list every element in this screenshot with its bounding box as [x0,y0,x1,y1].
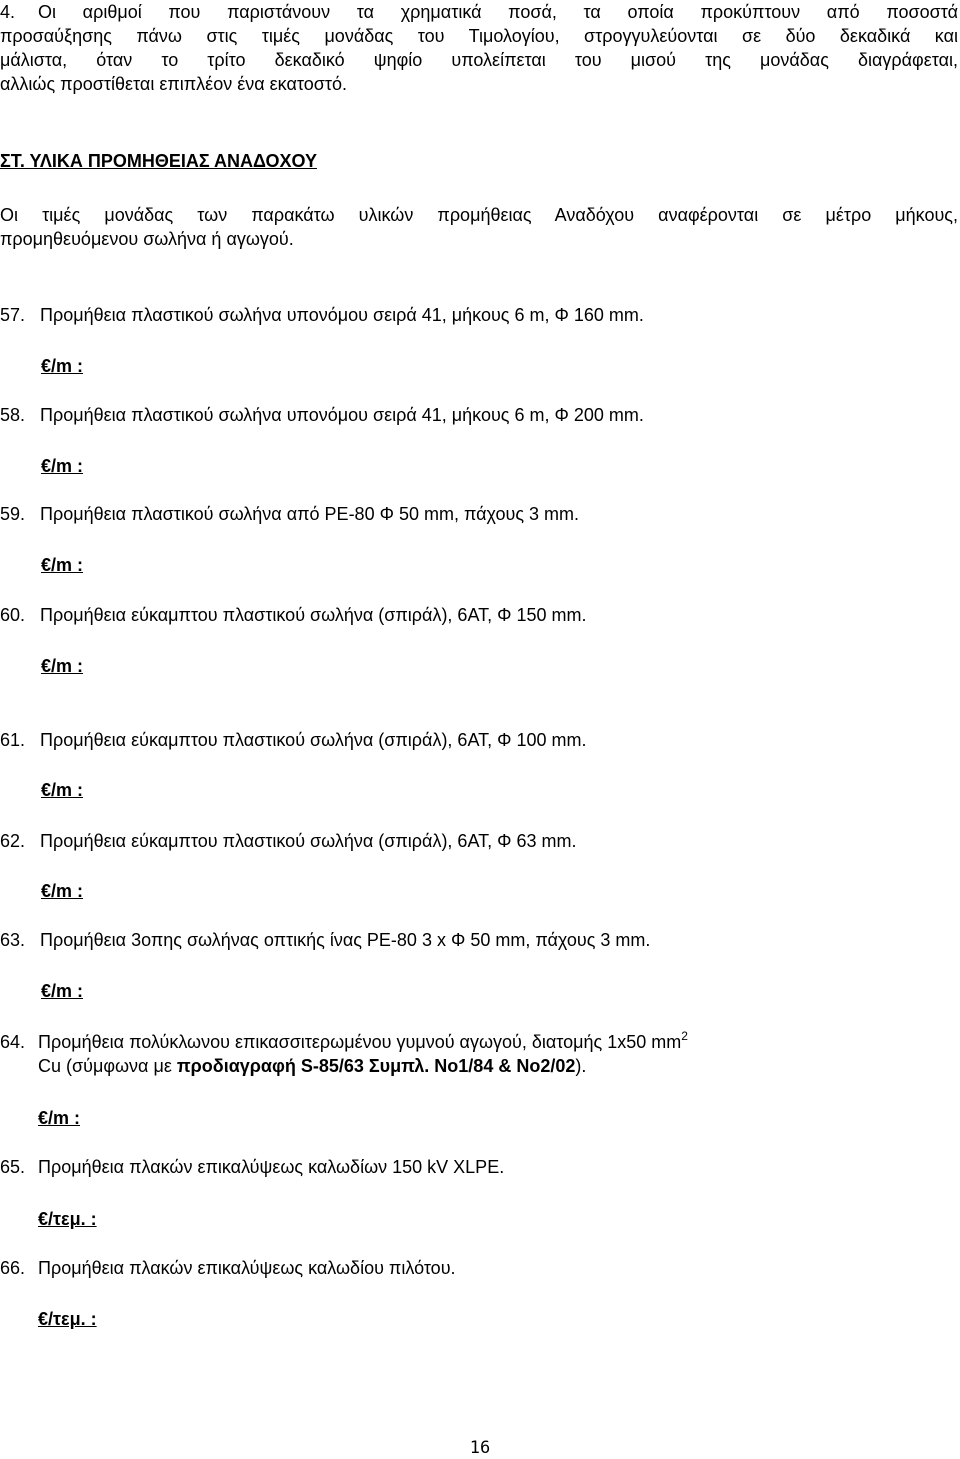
list-item [0,1256,456,1280]
list-item [0,502,579,526]
list-item [0,728,587,752]
item-text-post: ). [575,1056,587,1076]
list-item [0,1155,504,1179]
item-text: Προμήθεια πλακών επικαλύψεως καλωδίων 150 kV XLPE. [38,1157,505,1177]
item-unit: €/m : [41,456,84,476]
item-text: Προμήθεια πολύκλωνου επικασσιτερωμένου γυμνού αγωγού, διατομής 1x50 mm [38,1032,682,1052]
intro-number: 4. [0,2,16,22]
item-number: 57. [0,305,26,325]
intro-line-3: μάλιστα, όταν το τρίτο δεκαδικό ψηφίο υπολείπεται του μισού της μονάδας διαγράφεται, [0,50,958,70]
intro-line-4: αλλιώς προστίθεται επιπλέον ένα εκατοστό. [0,74,347,94]
item-text-pre: Cu (σύμφωνα με [38,1056,177,1076]
list-item [0,603,587,627]
item-text: Προμήθεια πλαστικού σωλήνα από PE-80 Φ 50 mm, πάχους 3 mm. [40,504,580,524]
item-unit: €/m : [41,656,84,676]
item-unit: €/m : [38,1108,81,1128]
item-number: 65. [0,1157,26,1177]
item-number: 59. [0,504,26,524]
item-unit: €/m : [41,555,84,575]
item-text: Προμήθεια εύκαμπτου πλαστικού σωλήνα (σπιράλ), 6AT, Φ 100 mm. [40,730,587,750]
section-description-1: Οι τιμές μονάδας των παρακάτω υλικών προμήθειας Αναδόχου αναφέρονται σε μέτρο μήκους, [0,205,958,225]
list-item [0,829,577,853]
item-unit: €/m : [41,780,84,800]
item-text: Προμήθεια εύκαμπτου πλαστικού σωλήνα (σπιράλ), 6AT, Φ 63 mm. [40,831,577,851]
section-heading: ΣΤ. ΥΛΙΚΑ ΠΡΟΜΗΘΕΙΑΣ ΑΝΑΔΟΧΟΥ [0,151,317,171]
superscript: 2 [681,1029,688,1043]
list-item [0,1030,688,1054]
item-number: 60. [0,605,26,625]
item-number: 66. [0,1258,26,1278]
item-text: Προμήθεια πλαστικού σωλήνα υπονόμου σειρά 41, μήκους 6 m, Φ 160 mm. [40,305,644,325]
list-item [0,403,644,427]
intro-text-1: Οι αριθμοί που παριστάνουν τα χρηματικά ποσά, τα οποία προκύπτουν από ποσοστά [38,2,958,22]
item-number: 64. [0,1032,26,1052]
list-item [0,303,644,327]
item-text: Προμήθεια πλακών επικαλύψεως καλωδίου πιλότου. [38,1258,456,1278]
item-unit: €/m : [41,356,84,376]
item-number: 62. [0,831,26,851]
intro-line-2: προσαύξησης πάνω στις τιμές μονάδας του Τιμολογίου, στρογγυλεύονται σε δύο δεκαδικά και [0,26,958,46]
item-unit: €/τεμ. : [38,1209,97,1229]
item-number: 58. [0,405,26,425]
item-number: 63. [0,930,26,950]
spec-reference: προδιαγραφή S-85/63 Συμπλ. Νο1/84 & Νο2/02 [176,1056,576,1076]
intro-line-1 [0,0,958,24]
item-unit: €/m : [41,881,84,901]
item-text: Προμήθεια εύκαμπτου πλαστικού σωλήνα (σπιράλ), 6AT, Φ 150 mm. [40,605,587,625]
item-text: Προμήθεια 3οπης σωλήνας οπτικής ίνας PE-80 3 x Φ 50 mm, πάχους 3 mm. [40,930,651,950]
item-unit: €/τεμ. : [38,1309,97,1329]
item-text-line-2 [38,1054,586,1078]
item-number: 61. [0,730,26,750]
page-number: 16 [469,1438,491,1458]
list-item [0,928,650,952]
section-description-2: προμηθευόμενου σωλήνα ή αγωγού. [0,229,294,249]
item-text: Προμήθεια πλαστικού σωλήνα υπονόμου σειρά 41, μήκους 6 m, Φ 200 mm. [40,405,644,425]
item-unit: €/m : [41,981,84,1001]
